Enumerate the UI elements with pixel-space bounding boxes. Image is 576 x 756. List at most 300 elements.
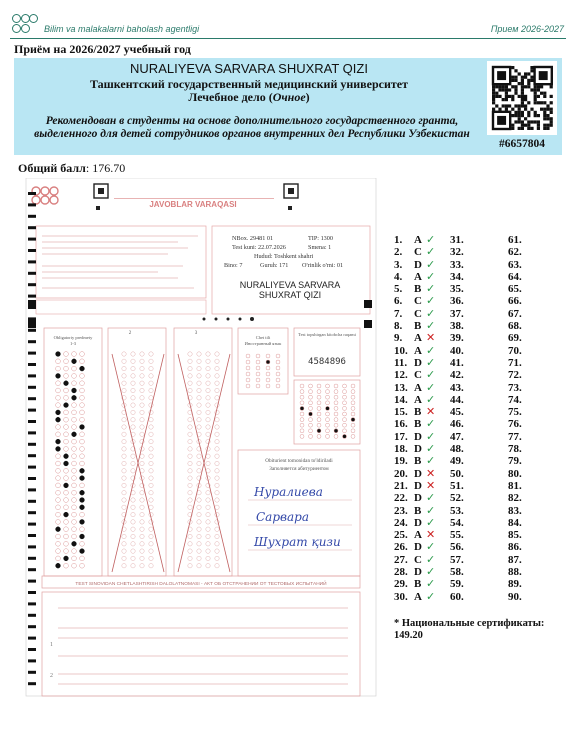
answer-number: 36. — [450, 295, 464, 308]
empty-bubble — [131, 425, 135, 429]
answer-row — [450, 406, 470, 418]
empty-bubble — [206, 534, 210, 538]
empty-bubble — [149, 425, 153, 429]
code-bubble — [309, 401, 313, 405]
svg-text:2: 2 — [50, 673, 53, 679]
code-bubble — [317, 401, 321, 405]
code-bubble — [300, 395, 304, 399]
answer-bubble — [72, 410, 77, 415]
empty-bubble — [197, 410, 201, 414]
agency-name: Bilim va malakalarni baholash agentligi — [44, 24, 200, 34]
code-bubble — [343, 384, 347, 388]
svg-text:NBox. 29481 01: NBox. 29481 01 — [232, 235, 274, 242]
answer-row — [508, 566, 528, 578]
answer-bubble — [64, 534, 69, 539]
empty-bubble — [215, 432, 219, 436]
code-bubble — [300, 423, 304, 427]
empty-bubble — [188, 388, 192, 392]
answer-bubble — [64, 476, 69, 481]
empty-bubble — [149, 352, 153, 356]
language-bubble — [266, 384, 270, 388]
answer-letter: D — [414, 443, 422, 456]
total-score — [18, 161, 125, 176]
answer-letter: A — [414, 529, 422, 542]
empty-bubble — [206, 381, 210, 385]
svg-text:Smena: 1: Smena: 1 — [308, 244, 332, 251]
answer-bubble — [72, 527, 77, 532]
empty-bubble — [122, 556, 126, 560]
empty-bubble — [131, 374, 135, 378]
answer-number: 44. — [450, 393, 464, 406]
answer-number: 20. — [394, 467, 408, 480]
empty-bubble — [140, 520, 144, 524]
empty-bubble — [206, 520, 210, 524]
empty-bubble — [215, 352, 219, 356]
language-bubble — [276, 372, 280, 376]
answer-bubble — [64, 395, 69, 400]
code-bubble — [351, 384, 355, 388]
answer-row — [450, 345, 470, 357]
answer-row — [394, 357, 435, 369]
answer-row — [508, 492, 528, 504]
timing-mark — [28, 671, 36, 674]
empty-bubble — [188, 439, 192, 443]
answer-row — [394, 541, 435, 553]
sheet-name-line1: NURALIYEVA SARVARA — [239, 280, 341, 290]
empty-bubble — [215, 396, 219, 400]
timing-mark — [28, 283, 36, 286]
empty-bubble — [149, 359, 153, 363]
empty-bubble — [197, 425, 201, 429]
answer-bubble — [72, 534, 77, 539]
answer-number: 85. — [508, 529, 522, 542]
language-bubble — [246, 354, 250, 358]
answer-bubble — [72, 395, 77, 400]
svg-text:Obligatoriy predmety: Obligatoriy predmety — [53, 335, 93, 340]
empty-bubble — [149, 498, 153, 502]
empty-bubble — [215, 388, 219, 392]
svg-text:Guruh: 171: Guruh: 171 — [260, 262, 289, 269]
code-bubble — [351, 401, 355, 405]
answer-number: 58. — [450, 566, 464, 579]
answer-row — [394, 345, 435, 357]
answer-number: 29. — [394, 578, 408, 591]
empty-bubble — [206, 491, 210, 495]
empty-bubble — [197, 454, 201, 458]
empty-bubble — [149, 542, 153, 546]
answer-row — [394, 566, 435, 578]
empty-bubble — [215, 374, 219, 378]
code-bubble — [351, 434, 355, 438]
empty-bubble — [206, 359, 210, 363]
cross-icon: ✕ — [426, 406, 436, 419]
svg-text:Obiturient tomonidan to'ldiril: Obiturient tomonidan to'ldiriladi — [265, 458, 333, 464]
empty-bubble — [215, 366, 219, 370]
empty-bubble — [149, 505, 153, 509]
answer-row — [394, 234, 435, 246]
answer-bubble — [72, 483, 77, 488]
answer-number: 67. — [508, 307, 522, 320]
empty-bubble — [197, 505, 201, 509]
answers-column-2 — [450, 234, 470, 603]
answer-row — [450, 332, 470, 344]
timing-mark — [28, 397, 36, 400]
corner-mark — [364, 320, 372, 328]
answer-number: 42. — [450, 369, 464, 382]
empty-bubble — [131, 359, 135, 363]
answer-number: 25. — [394, 529, 408, 542]
empty-bubble — [197, 374, 201, 378]
answer-row — [508, 283, 528, 295]
empty-bubble — [140, 432, 144, 436]
check-icon: ✓ — [426, 344, 436, 357]
empty-bubble — [122, 498, 126, 502]
empty-bubble — [140, 461, 144, 465]
code-bubble — [317, 395, 321, 399]
score-value: : 176.70 — [85, 161, 126, 175]
answer-bubble — [56, 476, 61, 481]
answer-number: 57. — [450, 553, 464, 566]
answer-row — [450, 455, 470, 467]
answer-bubble — [64, 410, 69, 415]
check-icon: ✓ — [426, 578, 436, 591]
answer-bubble — [64, 461, 69, 466]
cross-icon: ✕ — [426, 467, 436, 480]
svg-text:Test kuni: 22.07.2026: Test kuni: 22.07.2026 — [232, 244, 286, 251]
answer-number: 66. — [508, 295, 522, 308]
code-bubble — [326, 390, 330, 394]
answer-number: 24. — [394, 516, 408, 529]
svg-text:O'rinlik o'rni: 01: O'rinlik o'rni: 01 — [302, 262, 344, 269]
answer-number: 63. — [508, 258, 522, 271]
empty-bubble — [140, 425, 144, 429]
empty-bubble — [140, 534, 144, 538]
empty-bubble — [188, 381, 192, 385]
empty-bubble — [122, 454, 126, 458]
empty-bubble — [197, 352, 201, 356]
code-bubble — [334, 406, 338, 410]
empty-bubble — [122, 374, 126, 378]
priem-label: Прием 2026-2027 — [490, 24, 564, 34]
code-bubble — [309, 434, 313, 438]
answer-bubble — [56, 498, 61, 503]
answer-bubble — [64, 527, 69, 532]
answer-row — [394, 332, 435, 344]
answer-letter: B — [414, 418, 422, 431]
answer-row — [450, 505, 470, 517]
answer-bubble — [64, 520, 69, 525]
answer-bubble — [56, 468, 61, 473]
empty-bubble — [149, 476, 153, 480]
empty-bubble — [140, 352, 144, 356]
empty-bubble — [131, 527, 135, 531]
code-bubble — [300, 429, 304, 433]
answer-bubble — [56, 388, 61, 393]
svg-text:Заполняется абитуриентом: Заполняется абитуриентом — [269, 466, 329, 472]
answer-row — [508, 431, 528, 443]
empty-bubble — [197, 549, 201, 553]
empty-bubble — [131, 564, 135, 568]
code-bubble — [309, 423, 313, 427]
score-label: Общий балл — [18, 161, 86, 175]
empty-bubble — [206, 403, 210, 407]
answer-bubble — [64, 505, 69, 510]
timing-mark — [28, 602, 36, 605]
answer-bubble — [80, 483, 85, 488]
check-icon: ✓ — [426, 307, 436, 320]
empty-bubble — [188, 432, 192, 436]
answer-number: 8. — [394, 320, 403, 333]
empty-bubble — [215, 542, 219, 546]
empty-bubble — [140, 498, 144, 502]
empty-bubble — [215, 439, 219, 443]
answer-row — [394, 418, 435, 430]
answer-bubble — [72, 556, 77, 561]
timing-mark — [28, 409, 36, 412]
answer-bubble — [80, 403, 85, 408]
answer-row — [394, 431, 435, 443]
empty-bubble — [215, 461, 219, 465]
timing-mark — [28, 226, 36, 229]
empty-bubble — [131, 410, 135, 414]
sheet-name-line2: SHUXRAT QIZI — [258, 290, 322, 300]
empty-bubble — [206, 366, 210, 370]
answer-bubble — [72, 468, 77, 473]
answer-bubble — [56, 395, 61, 400]
year-title: Приём на 2026/2027 учебный год — [14, 42, 191, 56]
answer-bubble — [56, 425, 61, 430]
certificates-value: 149.20 — [394, 630, 423, 641]
answers-column-1 — [394, 234, 435, 603]
empty-bubble — [215, 447, 219, 451]
answer-number: 13. — [394, 381, 408, 394]
code-bubble — [309, 429, 313, 433]
empty-bubble — [149, 366, 153, 370]
timing-mark — [28, 591, 36, 594]
answer-bubble — [80, 454, 85, 459]
answer-row — [450, 369, 470, 381]
answer-letter: B — [414, 406, 422, 419]
check-icon: ✓ — [426, 246, 436, 259]
empty-bubble — [188, 359, 192, 363]
code-bubble — [334, 395, 338, 399]
answer-bubble — [56, 447, 61, 452]
answer-bubble — [80, 563, 85, 568]
answer-bubble — [72, 352, 77, 357]
answer-number: 76. — [508, 418, 522, 431]
code-bubble — [343, 390, 347, 394]
empty-bubble — [122, 534, 126, 538]
answer-bubble — [80, 432, 85, 437]
code-bubble — [326, 434, 330, 438]
timing-mark — [28, 329, 36, 332]
empty-bubble — [140, 359, 144, 363]
check-icon: ✓ — [426, 504, 436, 517]
answer-bubble — [56, 439, 61, 444]
empty-bubble — [197, 418, 201, 422]
empty-bubble — [197, 366, 201, 370]
empty-bubble — [206, 418, 210, 422]
empty-bubble — [215, 381, 219, 385]
answer-number: 3. — [394, 258, 403, 271]
answer-number: 45. — [450, 406, 464, 419]
answer-number: 82. — [508, 492, 522, 505]
empty-bubble — [131, 520, 135, 524]
empty-bubble — [188, 469, 192, 473]
code-bubble — [343, 434, 347, 438]
code-bubble — [317, 406, 321, 410]
empty-bubble — [140, 542, 144, 546]
answer-bubble — [64, 366, 69, 371]
answer-bubble — [72, 403, 77, 408]
answer-row — [508, 505, 528, 517]
empty-bubble — [149, 461, 153, 465]
empty-bubble — [122, 366, 126, 370]
answer-row — [394, 554, 435, 566]
timing-mark — [28, 625, 36, 628]
answer-row — [394, 246, 435, 258]
code-bubble — [343, 406, 347, 410]
empty-bubble — [206, 542, 210, 546]
answer-bubble — [80, 498, 85, 503]
answer-bubble — [80, 395, 85, 400]
language-bubble — [276, 378, 280, 382]
check-icon: ✓ — [426, 381, 436, 394]
empty-bubble — [215, 418, 219, 422]
answer-bubble — [56, 403, 61, 408]
answer-row — [508, 345, 528, 357]
empty-bubble — [188, 534, 192, 538]
answer-letter: B — [414, 504, 422, 517]
empty-bubble — [215, 527, 219, 531]
code-bubble — [334, 412, 338, 416]
answer-row — [450, 480, 470, 492]
answer-bubble — [72, 374, 77, 379]
empty-bubble — [122, 549, 126, 553]
answer-letter: C — [414, 307, 422, 320]
empty-bubble — [131, 512, 135, 516]
empty-bubble — [188, 454, 192, 458]
empty-bubble — [215, 498, 219, 502]
empty-bubble — [149, 381, 153, 385]
svg-text:Иностранный язык: Иностранный язык — [244, 341, 282, 346]
timing-mark — [28, 682, 36, 685]
language-bubble — [246, 372, 250, 376]
answer-letter: D — [414, 566, 422, 579]
answer-row — [394, 295, 435, 307]
answer-number: 51. — [450, 479, 464, 492]
timing-mark — [28, 477, 36, 480]
answer-bubble — [64, 432, 69, 437]
code-bubble — [309, 406, 313, 410]
empty-bubble — [131, 388, 135, 392]
answer-number: 46. — [450, 418, 464, 431]
answer-letter: B — [414, 455, 422, 468]
answer-number: 73. — [508, 381, 522, 394]
answer-row — [450, 529, 470, 541]
answer-bubble — [80, 410, 85, 415]
answer-bubble — [56, 512, 61, 517]
answer-row — [394, 259, 435, 271]
answer-bubble — [72, 425, 77, 430]
answer-row — [508, 480, 528, 492]
answer-number: 1. — [394, 234, 403, 246]
check-icon: ✓ — [426, 356, 436, 369]
answer-bubble — [64, 490, 69, 495]
timing-mark — [28, 488, 36, 491]
code-bubble — [326, 418, 330, 422]
timing-mark — [28, 659, 36, 662]
handwritten-name: Сарвара — [256, 510, 309, 524]
answer-letter: D — [414, 479, 422, 492]
answer-row — [394, 492, 435, 504]
answer-letter: C — [414, 369, 422, 382]
timing-mark — [28, 557, 36, 560]
certificates-label: * Национальные сертификаты: — [394, 618, 545, 629]
answer-row — [508, 394, 528, 406]
language-bubble — [246, 384, 250, 388]
answer-number: 31. — [450, 234, 464, 246]
empty-bubble — [188, 447, 192, 451]
answer-row — [450, 394, 470, 406]
code-bubble — [300, 406, 304, 410]
language-bubble — [256, 360, 260, 364]
code-bubble — [317, 423, 321, 427]
answer-number: 60. — [450, 590, 464, 603]
answer-row — [508, 369, 528, 381]
answer-bubble — [56, 556, 61, 561]
empty-bubble — [188, 476, 192, 480]
check-icon: ✓ — [426, 320, 436, 333]
answer-bubble — [64, 541, 69, 546]
answer-row — [508, 234, 528, 246]
answer-row — [508, 591, 528, 603]
answer-bubble — [80, 527, 85, 532]
empty-bubble — [149, 388, 153, 392]
empty-bubble — [188, 542, 192, 546]
answer-number: 47. — [450, 430, 464, 443]
answer-row — [450, 541, 470, 553]
empty-bubble — [140, 403, 144, 407]
language-bubble — [246, 378, 250, 382]
timing-mark — [28, 443, 36, 446]
code-bubble — [343, 401, 347, 405]
empty-bubble — [122, 432, 126, 436]
answer-number: 80. — [508, 467, 522, 480]
empty-bubble — [122, 564, 126, 568]
answer-number: 18. — [394, 443, 408, 456]
check-icon: ✓ — [426, 553, 436, 566]
empty-bubble — [149, 491, 153, 495]
empty-bubble — [215, 491, 219, 495]
code-bubble — [326, 384, 330, 388]
answer-row — [394, 578, 435, 590]
answer-number: 15. — [394, 406, 408, 419]
answer-number: 56. — [450, 541, 464, 554]
empty-bubble — [215, 476, 219, 480]
empty-bubble — [197, 388, 201, 392]
empty-bubble — [149, 447, 153, 451]
answer-number: 88. — [508, 566, 522, 579]
answer-number: 59. — [450, 578, 464, 591]
answer-letter: D — [414, 492, 422, 505]
empty-bubble — [197, 498, 201, 502]
answer-letter: C — [414, 246, 422, 259]
empty-bubble — [206, 432, 210, 436]
answer-number: 55. — [450, 529, 464, 542]
check-icon: ✓ — [426, 295, 436, 308]
code-bubble — [343, 412, 347, 416]
